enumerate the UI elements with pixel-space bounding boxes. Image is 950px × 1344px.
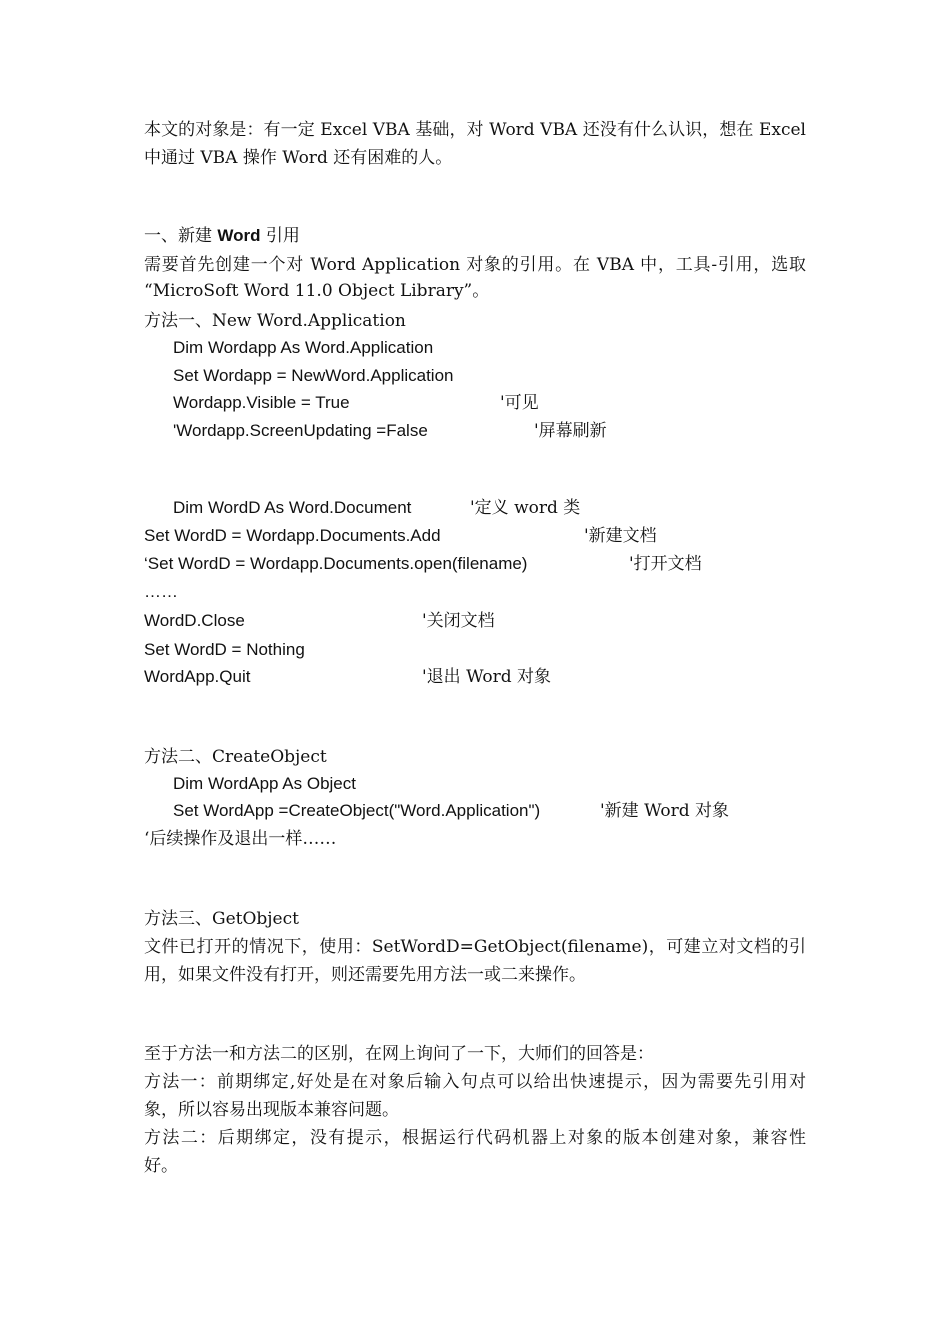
method1-title: 方法一、New Word.Application <box>144 311 406 331</box>
code-line: Set WordD = Wordapp.Documents.Add <box>144 526 441 545</box>
code-line: ‘后续操作及退出一样…… <box>144 829 337 849</box>
code-line: 'Wordapp.ScreenUpdating =False <box>173 421 428 440</box>
code-line: Wordapp.Visible = True <box>173 393 350 412</box>
intro-line-2: 中通过 VBA 操作 Word 还有困难的人。 <box>144 148 453 168</box>
method2-title: 方法二、CreateObject <box>144 747 327 767</box>
code-line: ‘Set WordD = Wordapp.Documents.open(filename) <box>144 554 528 573</box>
code-comment: '新建文档 <box>584 526 657 546</box>
section1-para-line-2: “MicroSoft Word 11.0 Object Library”。 <box>144 281 490 301</box>
code-line: Dim Wordapp As Word.Application <box>173 338 434 357</box>
section-heading <box>144 225 300 247</box>
diff-m1-line-1: 方法一：前期绑定,好处是在对象后输入句点可以给出快速提示，因为需要先引用对 <box>144 1072 806 1092</box>
code-comment: '新建 Word 对象 <box>600 801 730 821</box>
code-comment: '定义 word 类 <box>470 498 581 518</box>
heading-suffix: 引用 <box>260 226 300 246</box>
code-line: Dim WordApp As Object <box>173 774 356 793</box>
code-line: Set WordApp =CreateObject("Word.Application") <box>173 801 541 820</box>
heading-prefix: 一、新建 <box>144 226 218 246</box>
code-line: Set Wordapp = NewWord.Application <box>173 366 454 385</box>
intro-line-1: 本文的对象是：有一定 Excel VBA 基础，对 Word VBA 还没有什么认识，想在 Excel <box>144 120 806 140</box>
diff-m2-line-2: 好。 <box>144 1156 178 1176</box>
code-line: WordD.Close <box>144 611 245 630</box>
code-line: WordApp.Quit <box>144 667 251 686</box>
diff-intro: 至于方法一和方法二的区别，在网上询问了一下，大师们的回答是： <box>144 1044 654 1064</box>
code-comment: '可见 <box>500 393 539 413</box>
code-line: …… <box>144 582 178 601</box>
code-comment: '打开文档 <box>629 554 702 574</box>
method3-para-line-1: 文件已打开的情况下，使用：SetWordD=GetObject(filename)，可建立对文档的引 <box>144 937 806 957</box>
heading-bold-word: Word <box>217 226 261 245</box>
section1-para-line-1: 需要首先创建一个对 Word Application 对象的引用。在 VBA 中，工具-引用，选取 <box>144 255 806 275</box>
diff-m2-line-1: 方法二：后期绑定，没有提示，根据运行代码机器上对象的版本创建对象，兼容性 <box>144 1128 806 1148</box>
code-line: Dim WordD As Word.Document <box>173 498 412 517</box>
code-comment: '屏幕刷新 <box>534 421 607 441</box>
method3-para-line-2: 用，如果文件没有打开，则还需要先用方法一或二来操作。 <box>144 965 586 985</box>
code-line: Set WordD = Nothing <box>144 640 305 659</box>
code-comment: '关闭文档 <box>422 611 495 631</box>
diff-m1-line-2: 象，所以容易出现版本兼容问题。 <box>144 1100 399 1120</box>
code-comment: '退出 Word 对象 <box>422 667 552 687</box>
method3-title: 方法三、GetObject <box>144 909 299 929</box>
